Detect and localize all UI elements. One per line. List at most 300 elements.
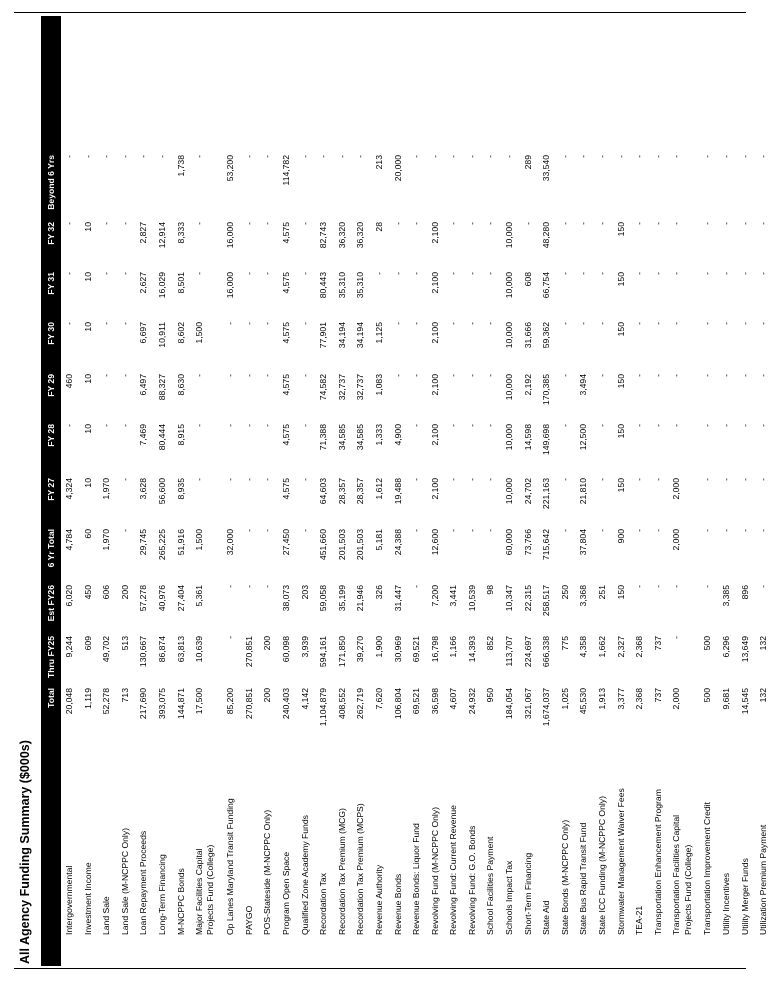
cell-value: 77,901	[318, 322, 329, 349]
column-header: Thru FY25	[46, 636, 56, 679]
table-row	[334, 16, 353, 966]
cell-value: 200	[262, 688, 273, 703]
cell-value: 27,450	[280, 529, 291, 556]
cell-value: 10,911	[156, 322, 167, 348]
cell-value: -	[758, 322, 769, 325]
cell-value: -	[243, 374, 254, 377]
cell-value: 270,851	[243, 636, 254, 668]
cell-value: 3,441	[448, 585, 459, 607]
cell-value: 51,916	[175, 529, 186, 556]
cell-value: -	[485, 478, 496, 481]
cell-value: 1,025	[559, 688, 570, 710]
cell-value: -	[671, 636, 682, 639]
column-header: FY 31	[46, 272, 56, 295]
cell-value: 500	[702, 688, 713, 703]
cell-value: 460	[64, 374, 74, 389]
cell-value: 150	[615, 424, 626, 439]
cell-value: -	[119, 529, 130, 532]
row-label-line: Long-Term Financing	[156, 854, 167, 935]
cell-value: -	[194, 155, 205, 158]
cell-value: -	[64, 322, 74, 325]
row-label	[300, 745, 311, 935]
row-label-line: Investment Income	[82, 862, 93, 935]
cell-value: -	[597, 322, 608, 325]
cell-value: -	[702, 222, 713, 225]
table-row	[501, 16, 520, 966]
row-label-line: Projects Fund (College)	[682, 844, 693, 935]
cell-value: -	[262, 222, 273, 225]
cell-value: 1,674,037	[541, 688, 552, 727]
table-row	[117, 16, 136, 966]
table-row	[482, 16, 501, 966]
cell-value: 82,743	[318, 222, 329, 249]
cell-value: -	[652, 155, 663, 158]
cell-value: -	[392, 374, 403, 377]
row-label	[634, 745, 645, 935]
cell-value: 30,969	[392, 636, 403, 663]
row-label	[157, 745, 168, 935]
row-label-line: Land Sale (M-NCPPC Only)	[119, 828, 130, 935]
cell-value: 36,320	[336, 222, 347, 249]
cell-value: -	[411, 155, 422, 158]
row-label	[758, 745, 769, 935]
cell-value: -	[225, 424, 236, 427]
cell-value: 1,612	[373, 478, 384, 500]
row-label	[740, 745, 751, 935]
cell-value: -	[336, 155, 347, 158]
cell-value: -	[671, 374, 682, 377]
cell-value: 33,540	[541, 155, 552, 182]
cell-value: 6,497	[138, 374, 149, 396]
cell-value: 8,630	[175, 374, 186, 396]
cell-value: -	[671, 272, 682, 275]
cell-value: 1,900	[373, 636, 384, 658]
cell-value: 609	[82, 636, 93, 651]
cell-value: 321,067	[522, 688, 533, 720]
cell-value: -	[721, 222, 731, 225]
cell-value: -	[652, 272, 663, 275]
cell-value: 737	[652, 636, 663, 651]
cell-value: -	[119, 272, 130, 275]
cell-value: -	[758, 529, 769, 532]
cell-value: 270,851	[243, 688, 254, 720]
cell-value: 200	[262, 636, 273, 651]
cell-value: 217,690	[138, 688, 149, 720]
row-label	[523, 745, 534, 935]
cell-value: -	[559, 322, 570, 325]
cell-value: 36,320	[355, 222, 366, 249]
cell-value: -	[671, 322, 682, 325]
cell-value: -	[262, 585, 273, 588]
row-label-line: State Bus Rapid Transit Fund	[578, 822, 589, 935]
cell-value: 12,500	[578, 424, 589, 451]
cell-value: -	[243, 585, 254, 588]
cell-value: -	[243, 222, 254, 225]
cell-value: -	[101, 155, 112, 158]
cell-value: -	[429, 155, 440, 158]
table-row	[278, 16, 297, 966]
cell-value: 60,000	[504, 529, 515, 556]
cell-value: -	[411, 478, 422, 481]
cell-value: 98	[485, 585, 496, 595]
table-row	[241, 16, 260, 966]
cell-value: 1,500	[194, 529, 205, 551]
cell-value: 8,602	[175, 322, 186, 344]
cell-value: 1,913	[597, 688, 608, 710]
cell-value: -	[243, 272, 254, 275]
cell-value: 1,166	[448, 636, 459, 658]
cell-value: 2,627	[138, 272, 149, 294]
column-header: FY 28	[46, 424, 56, 447]
cell-value: 132	[758, 636, 769, 651]
cell-value: 1,125	[373, 322, 384, 344]
cell-value: 2,000	[671, 478, 682, 500]
cell-value: -	[721, 478, 731, 481]
cell-value: 10	[82, 322, 93, 332]
cell-value: 28,357	[336, 478, 347, 505]
cell-value: -	[758, 585, 769, 588]
cell-value: 10,000	[504, 272, 515, 299]
cell-value: -	[758, 478, 769, 481]
table-row	[445, 16, 464, 966]
funding-table	[61, 16, 774, 966]
row-label	[244, 745, 255, 935]
table-row	[464, 16, 483, 966]
cell-value: -	[652, 222, 663, 225]
cell-value: -	[721, 529, 731, 532]
cell-value: -	[299, 478, 310, 481]
cell-value: 16,000	[225, 222, 236, 249]
cell-value: -	[652, 585, 663, 588]
cell-value: -	[758, 424, 769, 427]
cell-value: 1,083	[373, 374, 384, 396]
cell-value: 31,666	[522, 322, 533, 349]
cell-value: -	[243, 529, 254, 532]
cell-value: 713	[119, 688, 130, 703]
cell-value: 16,798	[429, 636, 440, 663]
bottom-rule	[14, 968, 746, 969]
cell-value: 60,098	[280, 636, 291, 663]
row-label	[318, 745, 329, 935]
cell-value: 408,552	[336, 688, 347, 720]
cell-value: 29,745	[138, 529, 149, 556]
cell-value: -	[652, 529, 663, 532]
cell-value: -	[559, 374, 570, 377]
cell-value: -	[64, 222, 74, 225]
table-row	[699, 16, 718, 966]
cell-value: -	[522, 222, 533, 225]
cell-value: -	[243, 155, 254, 158]
cell-value: -	[225, 478, 236, 481]
cell-value: 171,850	[336, 636, 347, 668]
cell-value: -	[671, 424, 682, 427]
cell-value: 113,707	[504, 636, 515, 667]
cell-value: 201,503	[355, 529, 366, 561]
column-header: FY 32	[46, 222, 56, 245]
cell-value: -	[194, 222, 205, 225]
cell-value: 12,914	[156, 222, 167, 249]
row-label-line: Short-Term Financing	[522, 852, 533, 935]
cell-value: -	[758, 222, 769, 225]
cell-value: -	[559, 222, 570, 225]
cell-value: 258,517	[541, 585, 552, 617]
top-rule	[14, 12, 746, 13]
cell-value: -	[559, 272, 570, 275]
cell-value: -	[739, 478, 750, 481]
cell-value: 1,119	[82, 688, 93, 709]
cell-value: 213	[373, 155, 384, 170]
cell-value: -	[194, 272, 205, 275]
cell-value: 114,782	[280, 155, 291, 186]
cell-value: -	[392, 272, 403, 275]
row-label	[64, 745, 75, 935]
table-row	[594, 16, 613, 966]
cell-value: -	[119, 478, 130, 481]
row-label	[194, 745, 217, 935]
cell-value: 69,521	[411, 636, 422, 663]
cell-value: 3,939	[299, 636, 310, 658]
cell-value: 326	[373, 585, 384, 600]
row-label-line: State Aid	[541, 900, 552, 935]
cell-value: 24,388	[392, 529, 403, 556]
table-row	[80, 16, 99, 966]
cell-value: -	[411, 322, 422, 325]
cell-value: 10,000	[504, 322, 515, 349]
cell-value: 200	[119, 585, 130, 600]
cell-value: 150	[615, 222, 626, 237]
cell-value: -	[466, 478, 477, 481]
cell-value: -	[243, 424, 254, 427]
cell-value: 1,333	[373, 424, 384, 446]
cell-value: 53,200	[225, 155, 236, 182]
cell-value: 8,501	[175, 272, 186, 294]
row-label-line: Utility Merger Funds	[739, 858, 750, 935]
row-label-line: Revolving Fund (M-NCPPC Only)	[429, 807, 440, 935]
table-row	[737, 16, 756, 966]
cell-value: 28,357	[355, 478, 366, 505]
cell-value: -	[355, 155, 366, 158]
cell-value: 149,698	[541, 424, 552, 456]
cell-value: -	[299, 322, 310, 325]
cell-value: 150	[615, 585, 626, 600]
cell-value: -	[721, 322, 731, 325]
cell-value: -	[101, 374, 112, 377]
cell-value: 170,385	[541, 374, 552, 406]
cell-value: 24,932	[466, 688, 477, 715]
cell-value: -	[101, 272, 112, 275]
cell-value: -	[299, 374, 310, 377]
cell-value: 63,813	[175, 636, 186, 663]
cell-value: -	[448, 155, 459, 158]
cell-value: 20,048	[64, 688, 74, 715]
cell-value: -	[652, 478, 663, 481]
cell-value: 1,738	[175, 155, 186, 177]
table-row	[755, 16, 774, 966]
table-row	[135, 16, 154, 966]
row-label-line: Revenue Bonds: Liquor Fund	[411, 823, 422, 935]
cell-value: -	[559, 478, 570, 481]
cell-value: 3,494	[578, 374, 589, 396]
cell-value: 8,333	[175, 222, 186, 244]
cell-value: 34,585	[336, 424, 347, 451]
cell-value: 31,447	[392, 585, 403, 612]
cell-value: 59,362	[541, 322, 552, 349]
cell-value: -	[225, 636, 236, 639]
cell-value: -	[559, 155, 570, 158]
cell-value: 4,575	[280, 272, 291, 294]
cell-value: -	[702, 529, 713, 532]
cell-value: 2,000	[671, 529, 682, 551]
cell-value: -	[485, 155, 496, 158]
row-label	[176, 745, 187, 935]
cell-value: 57,278	[138, 585, 149, 612]
cell-value: 950	[485, 688, 496, 703]
cell-value: 2,327	[615, 636, 626, 658]
table-row	[315, 16, 334, 966]
cell-value: 5,181	[373, 529, 384, 551]
column-header: FY 29	[46, 374, 56, 397]
cell-value: 608	[522, 272, 533, 287]
cell-value: -	[634, 478, 645, 481]
cell-value: 35,310	[355, 272, 366, 299]
cell-value: 39,270	[355, 636, 366, 663]
cell-value: 6,296	[721, 636, 731, 658]
cell-value: -	[466, 322, 477, 325]
cell-value: 3,385	[721, 585, 731, 607]
cell-value: 7,200	[429, 585, 440, 607]
table-row	[520, 16, 539, 966]
column-header: FY 27	[46, 478, 56, 501]
cell-value: 10	[82, 374, 93, 384]
cell-value: -	[652, 424, 663, 427]
cell-value: 4,575	[280, 478, 291, 500]
cell-value: 66,754	[541, 272, 552, 299]
row-label-line: Stormwater Management Waiver Fees	[615, 788, 626, 935]
cell-value: -	[101, 322, 112, 325]
cell-value: -	[156, 155, 167, 158]
cell-value: 1,970	[101, 478, 112, 500]
cell-value: -	[194, 374, 205, 377]
cell-value: 10,000	[504, 424, 515, 451]
cell-value: -	[318, 155, 329, 158]
cell-value: 4,784	[64, 529, 74, 551]
table-row	[173, 16, 192, 966]
cell-value: -	[64, 272, 74, 275]
cell-value: 4,575	[280, 222, 291, 244]
cell-value: 715,642	[541, 529, 552, 561]
cell-value: 80,444	[156, 424, 167, 451]
cell-value: -	[448, 374, 459, 377]
cell-value: 3,628	[138, 478, 149, 500]
cell-value: 4,607	[448, 688, 459, 710]
row-label	[101, 745, 112, 935]
cell-value: 606	[101, 585, 112, 600]
cell-value: 221,163	[541, 478, 552, 510]
cell-value: -	[466, 424, 477, 427]
cell-value: 32,737	[336, 374, 347, 401]
row-label	[721, 745, 732, 935]
cell-value: -	[739, 155, 750, 158]
cell-value: 130,667	[138, 636, 149, 668]
cell-value: -	[702, 155, 713, 158]
cell-value: -	[225, 322, 236, 325]
cell-value: -	[194, 424, 205, 427]
cell-value: -	[652, 374, 663, 377]
table-row	[427, 16, 446, 966]
cell-value: 775	[559, 636, 570, 651]
cell-value: 240,403	[280, 688, 291, 720]
cell-value: 64,603	[318, 478, 329, 505]
table-row	[650, 16, 669, 966]
cell-value: 48,280	[541, 222, 552, 249]
cell-value: -	[634, 424, 645, 427]
cell-value: 2,368	[634, 688, 645, 710]
cell-value: -	[262, 424, 273, 427]
cell-value: -	[466, 529, 477, 532]
column-header: FY 30	[46, 322, 56, 345]
cell-value: 24,702	[522, 478, 533, 505]
cell-value: 52,278	[101, 688, 112, 715]
cell-value: 19,488	[392, 478, 403, 505]
cell-value: -	[262, 374, 273, 377]
cell-value: 251	[597, 585, 608, 600]
cell-value: -	[671, 585, 682, 588]
cell-value: 4,575	[280, 322, 291, 344]
cell-value: 2,100	[429, 222, 440, 244]
cell-value: -	[615, 155, 626, 158]
cell-value: 2,100	[429, 374, 440, 396]
row-label-line: Revolving Fund: Current Revenue	[448, 805, 459, 935]
cell-value: 150	[615, 322, 626, 337]
cell-value: 2,827	[138, 222, 149, 244]
row-label-line: Schools Impact Tax	[504, 860, 515, 935]
row-label-line: Transportation Improvement Credit	[702, 802, 713, 935]
cell-value: -	[671, 222, 682, 225]
table-header	[41, 16, 61, 966]
cell-value: -	[634, 272, 645, 275]
cell-value: 1,104,879	[318, 688, 329, 727]
cell-value: 22,315	[522, 585, 533, 612]
cell-value: 16,000	[225, 272, 236, 299]
cell-value: 4,324	[64, 478, 74, 500]
cell-value: 289	[522, 155, 533, 170]
cell-value: 852	[485, 636, 496, 651]
row-label	[448, 745, 459, 935]
cell-value: 3,377	[615, 688, 626, 710]
cell-value: -	[299, 155, 310, 158]
row-label	[225, 745, 236, 935]
cell-value: -	[702, 585, 713, 588]
row-label-line: School Facilities Payment	[485, 836, 496, 935]
cell-value: -	[702, 272, 713, 275]
row-label	[578, 745, 589, 935]
cell-value: -	[739, 529, 750, 532]
cell-value: 393,075	[156, 688, 167, 720]
cell-value: -	[504, 155, 515, 158]
cell-value: -	[119, 222, 130, 225]
row-label	[120, 745, 131, 935]
cell-value: -	[119, 155, 130, 158]
table-row	[154, 16, 173, 966]
cell-value: -	[578, 322, 589, 325]
cell-value: -	[634, 585, 645, 588]
cell-value: -	[652, 322, 663, 325]
cell-value: -	[411, 222, 422, 225]
cell-value: -	[411, 585, 422, 588]
cell-value: 224,697	[522, 636, 533, 668]
cell-value: -	[119, 374, 130, 377]
cell-value: 10,000	[504, 222, 515, 249]
